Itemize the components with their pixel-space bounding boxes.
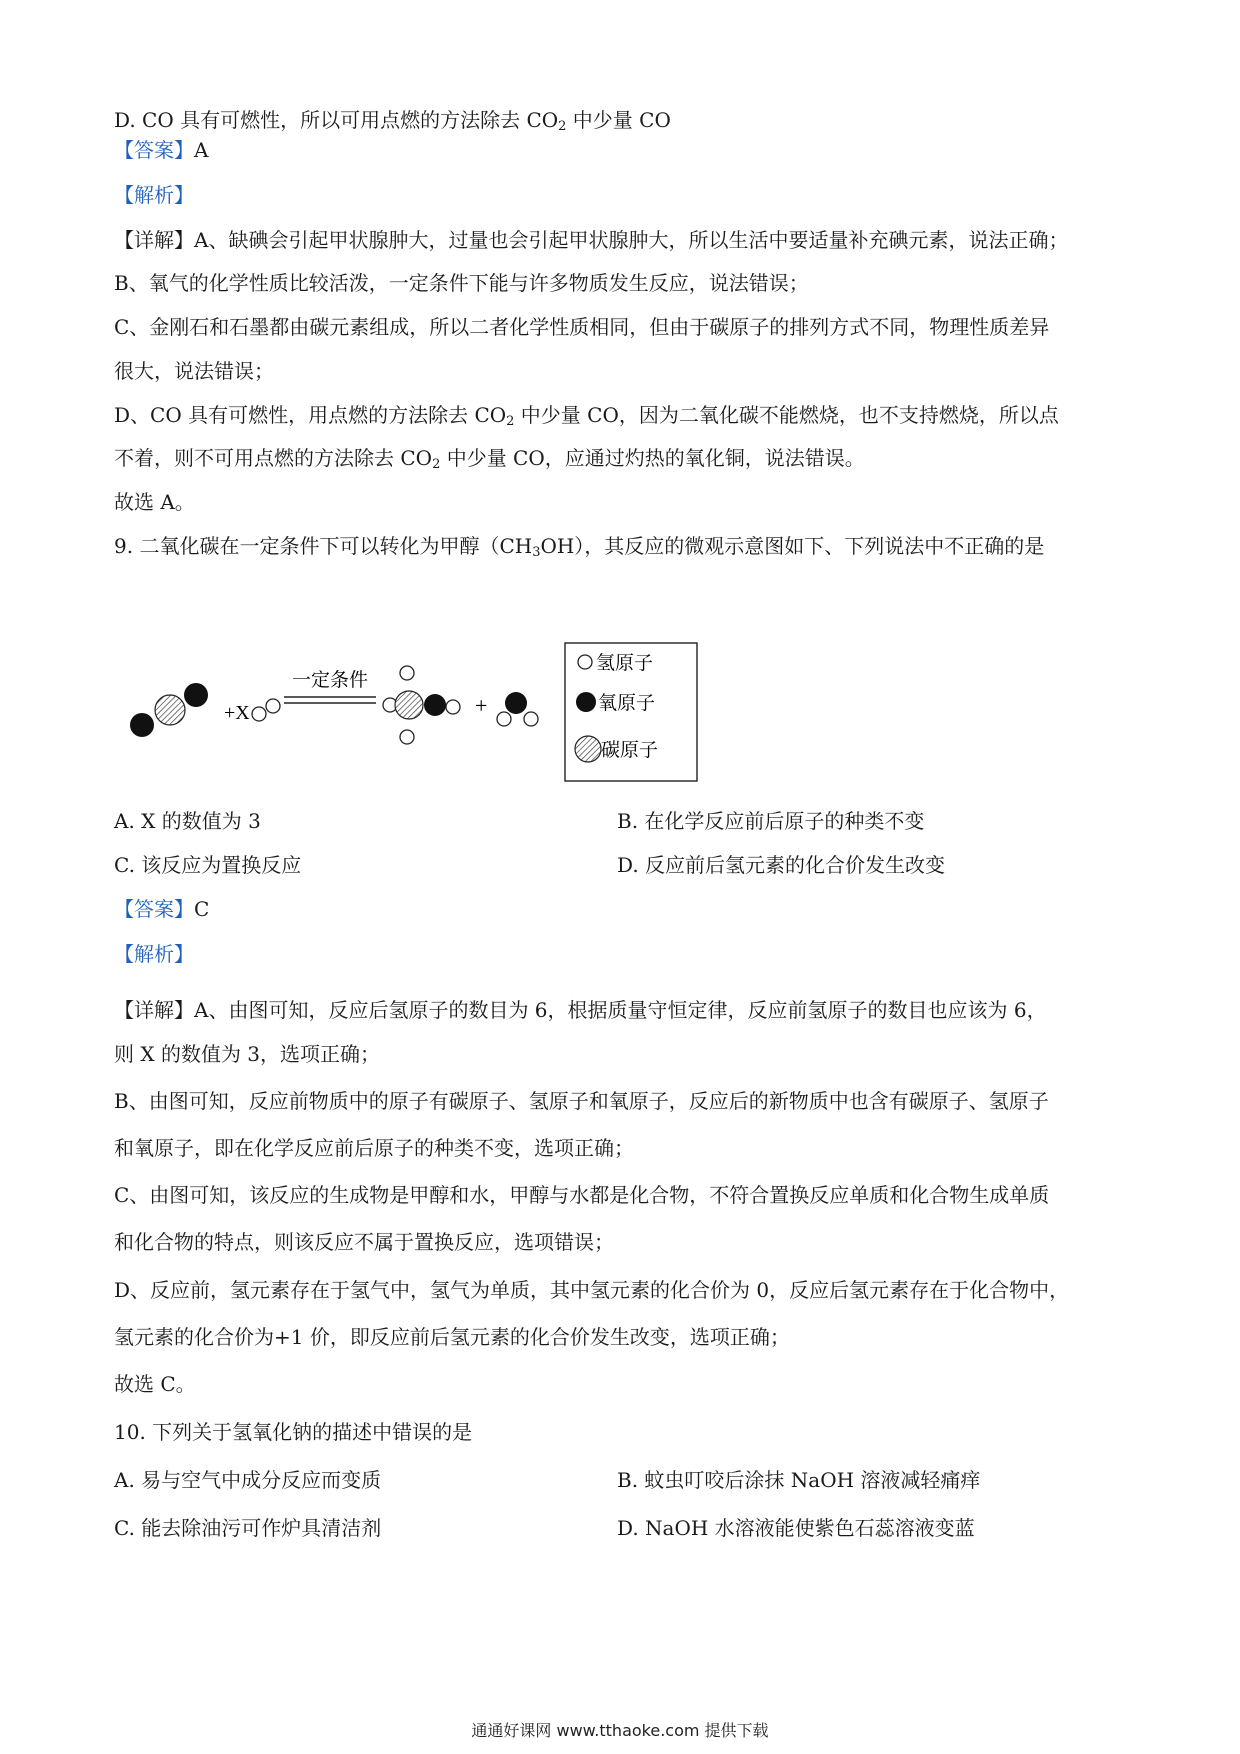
q8-conclusion: 故选 A。	[114, 490, 195, 514]
hydrogen-atom	[266, 699, 280, 713]
q10-option-d: D. NaOH 水溶液能使紫色石蕊溶液变蓝	[617, 1516, 975, 1540]
q9-option-d: D. 反应前后氢元素的化合价发生改变	[617, 853, 946, 877]
legend-carbon-label: 碳原子	[601, 739, 659, 761]
q8-detail-b: B、氧气的化学性质比较活泼，一定条件下能与许多物质发生反应，说法错误；	[114, 271, 809, 295]
q10-option-a: A. 易与空气中成分反应而变质	[114, 1468, 382, 1492]
reaction-diagram	[118, 640, 778, 790]
q9-conclusion: 故选 C。	[114, 1372, 196, 1396]
q8-detail-d2: 不着，则不可用点燃的方法除去 $CO_2$ 中少量 CO，应通过灼热的氧化铜，说法错误。	[114, 446, 865, 472]
hydrogen-atom	[252, 707, 266, 721]
q8-detail-c2: 很大，说法错误；	[114, 359, 274, 383]
q9-detail-d2: 氢元素的化合价为+1 价，即反应前后氢元素的化合价发生改变，选项正确；	[114, 1325, 790, 1349]
answer-label: 【答案】	[114, 138, 194, 162]
carbon-atom	[395, 691, 423, 719]
legend-hydrogen-symbol	[578, 655, 592, 669]
hydrogen-atom	[446, 700, 460, 714]
hydrogen-atom	[524, 712, 538, 726]
q10-option-b: B. 蚊虫叮咬后涂抹 NaOH 溶液减轻痛痒	[617, 1468, 981, 1492]
plus-x-label: +X	[224, 702, 250, 724]
q8-detail-c1: C、金刚石和石墨都由碳元素组成，所以二者化学性质相同，但由于碳原子的排列方式不同，物理性质差异	[114, 315, 1050, 339]
q9-detail-a1: 【详解】A、由图可知，反应后氢原子的数目为 6，根据质量守恒定律，反应前氢原子的数目也应该为 6，	[114, 998, 1047, 1022]
q9-detail-d1: D、反应前，氢元素存在于氢气中，氢气为单质，其中氢元素的化合价为 0，反应后氢元素存在于化合物中，	[114, 1278, 1070, 1302]
q10-stem: 10. 下列关于氢氧化钠的描述中错误的是	[114, 1420, 473, 1444]
q10-option-c: C. 能去除油污可作炉具清洁剂	[114, 1516, 382, 1540]
q8-answer: 【答案】A	[114, 138, 209, 162]
hydrogen-atom	[400, 730, 414, 744]
reaction-condition: 一定条件	[291, 669, 369, 691]
q8-option-d: D. CO 具有可燃性，所以可用点燃的方法除去 $CO_2$ 中少量 CO	[114, 108, 671, 134]
q8-analysis-label: 【解析】	[114, 183, 194, 207]
legend-oxygen-label: 氧原子	[598, 692, 656, 714]
legend-oxygen-symbol	[576, 692, 596, 712]
carbon-atom	[155, 695, 185, 725]
q8-detail-a: 【详解】A、缺碘会引起甲状腺肿大，过量也会引起甲状腺肿大，所以生活中要适量补充碘元素，说法正确；	[114, 228, 1069, 252]
q9-detail-b2: 和氧原子，即在化学反应前后原子的种类不变，选项正确；	[114, 1136, 634, 1160]
page-footer: 通通好课网 www.tthaoke.com 提供下载	[471, 1721, 769, 1740]
q9-detail-b1: B、由图可知，反应前物质中的原子有碳原子、氢原子和氧原子，反应后的新物质中也含有碳原子、氢原子	[114, 1089, 1049, 1113]
water-molecule	[497, 692, 538, 726]
q9-analysis-label: 【解析】	[114, 942, 194, 966]
q9-detail-a2: 则 X 的数值为 3，选项正确；	[114, 1042, 381, 1066]
q9-option-a: A. X 的数值为 3	[114, 809, 261, 833]
hydrogen-atom	[400, 666, 414, 680]
legend-hydrogen-label: 氢原子	[596, 652, 654, 674]
q9-detail-c1: C、由图可知，该反应的生成物是甲醇和水，甲醇与水都是化合物，不符合置换反应单质和化合物生成单质	[114, 1183, 1050, 1207]
q9-stem: 9. 二氧化碳在一定条件下可以转化为甲醇$(CH_3OH)$，其反应的微观示意图如下、下列说法中不正确的是	[114, 534, 1045, 560]
co2-molecule	[130, 683, 208, 737]
methanol-molecule	[383, 666, 460, 744]
oxygen-atom	[184, 683, 208, 707]
q8-detail-d1: D、CO 具有可燃性，用点燃的方法除去 $CO_2$ 中少量 CO，因为二氧化碳不能燃烧，也不支持燃烧，所以点	[114, 403, 1059, 429]
q9-option-b: B. 在化学反应前后原子的种类不变	[617, 809, 925, 833]
answer-label: 【答案】	[114, 897, 194, 921]
oxygen-atom	[130, 713, 154, 737]
oxygen-atom	[505, 692, 527, 714]
q9-detail-c2: 和化合物的特点，则该反应不属于置换反应，选项错误；	[114, 1230, 614, 1254]
q9-option-c: C. 该反应为置换反应	[114, 853, 302, 877]
legend-carbon-symbol	[575, 736, 601, 762]
plus-sign: +	[475, 693, 488, 718]
hydrogen-atom	[497, 712, 511, 726]
legend-box	[565, 643, 697, 781]
h2-molecule	[252, 699, 280, 721]
q9-answer: 【答案】C	[114, 897, 210, 921]
oxygen-atom	[424, 694, 446, 716]
